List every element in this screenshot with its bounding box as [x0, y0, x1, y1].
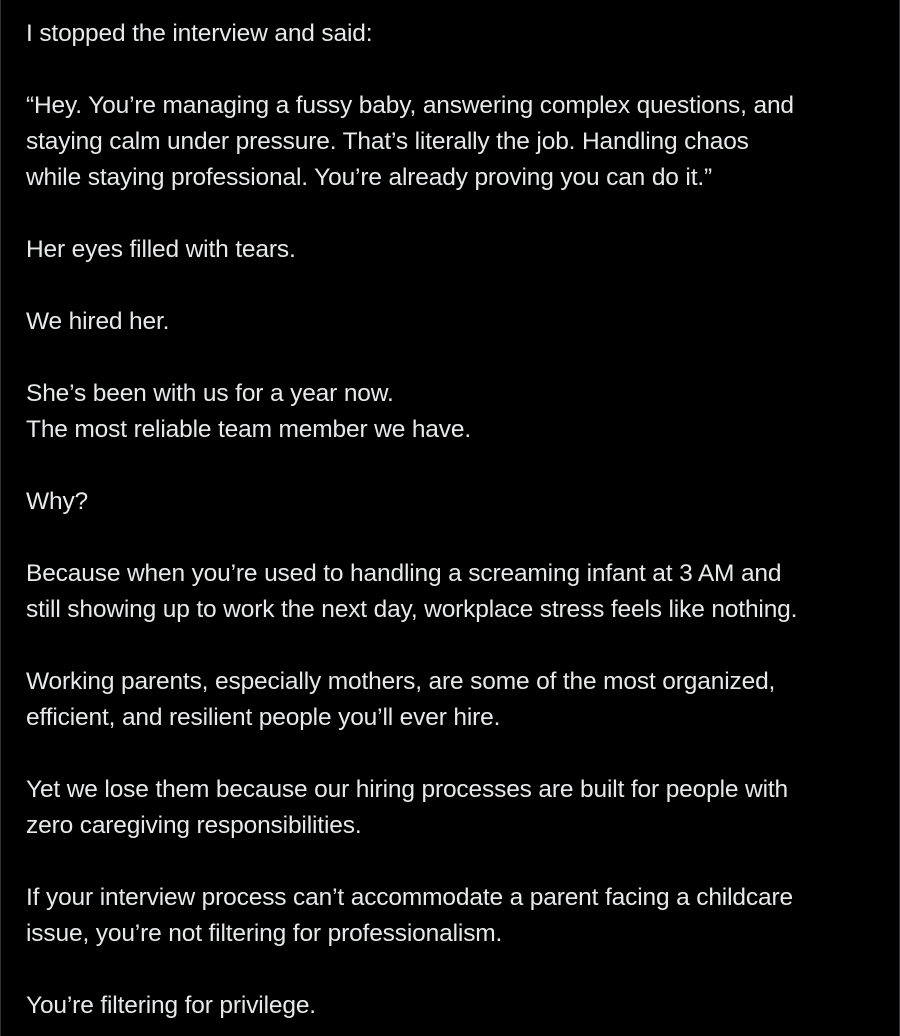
- post-paragraph: [26, 988, 886, 1024]
- post-line: still showing up to work the next day, workplace stress feels like nothing.: [26, 596, 798, 623]
- post-line: “Hey. You’re managing a fussy baby, answering complex questions, and: [26, 92, 794, 119]
- post-line: issue, you’re not filtering for professionalism.: [26, 920, 503, 947]
- post-paragraph: [26, 664, 886, 736]
- post-line: staying calm under pressure. That’s literally the job. Handling chaos: [26, 128, 749, 155]
- post-line: while staying professional. You’re already proving you can do it.”: [26, 164, 713, 191]
- post-line: The most reliable team member we have.: [26, 416, 472, 443]
- post-line: zero caregiving responsibilities.: [26, 812, 362, 839]
- post-line: If your interview process can’t accommodate a parent facing a childcare: [26, 884, 793, 911]
- post-line: Because when you’re used to handling a screaming infant at 3 AM and: [26, 560, 782, 587]
- post-line: Yet we lose them because our hiring processes are built for people with: [26, 776, 788, 803]
- post-line: Working parents, especially mothers, are some of the most organized,: [26, 668, 776, 695]
- post-line: Her eyes filled with tears.: [26, 236, 296, 263]
- left-divider: [0, 0, 1, 1036]
- post-paragraph: [26, 484, 886, 520]
- post-line: We hired her.: [26, 308, 170, 335]
- post-paragraph: [26, 556, 886, 628]
- post-line: efficient, and resilient people you’ll ever hire.: [26, 704, 501, 731]
- post-paragraph: [26, 232, 886, 268]
- post-paragraph: [26, 16, 886, 52]
- post-paragraph: [26, 376, 886, 448]
- post-line: I stopped the interview and said:: [26, 20, 373, 47]
- post-line: Why?: [26, 488, 89, 515]
- post-paragraph: [26, 304, 886, 340]
- post-paragraph: [26, 88, 886, 196]
- post-line: You’re filtering for privilege.: [26, 992, 316, 1019]
- post-text: [26, 16, 886, 1024]
- post-paragraph: [26, 772, 886, 844]
- post-line: She’s been with us for a year now.: [26, 380, 394, 407]
- post-paragraph: [26, 880, 886, 952]
